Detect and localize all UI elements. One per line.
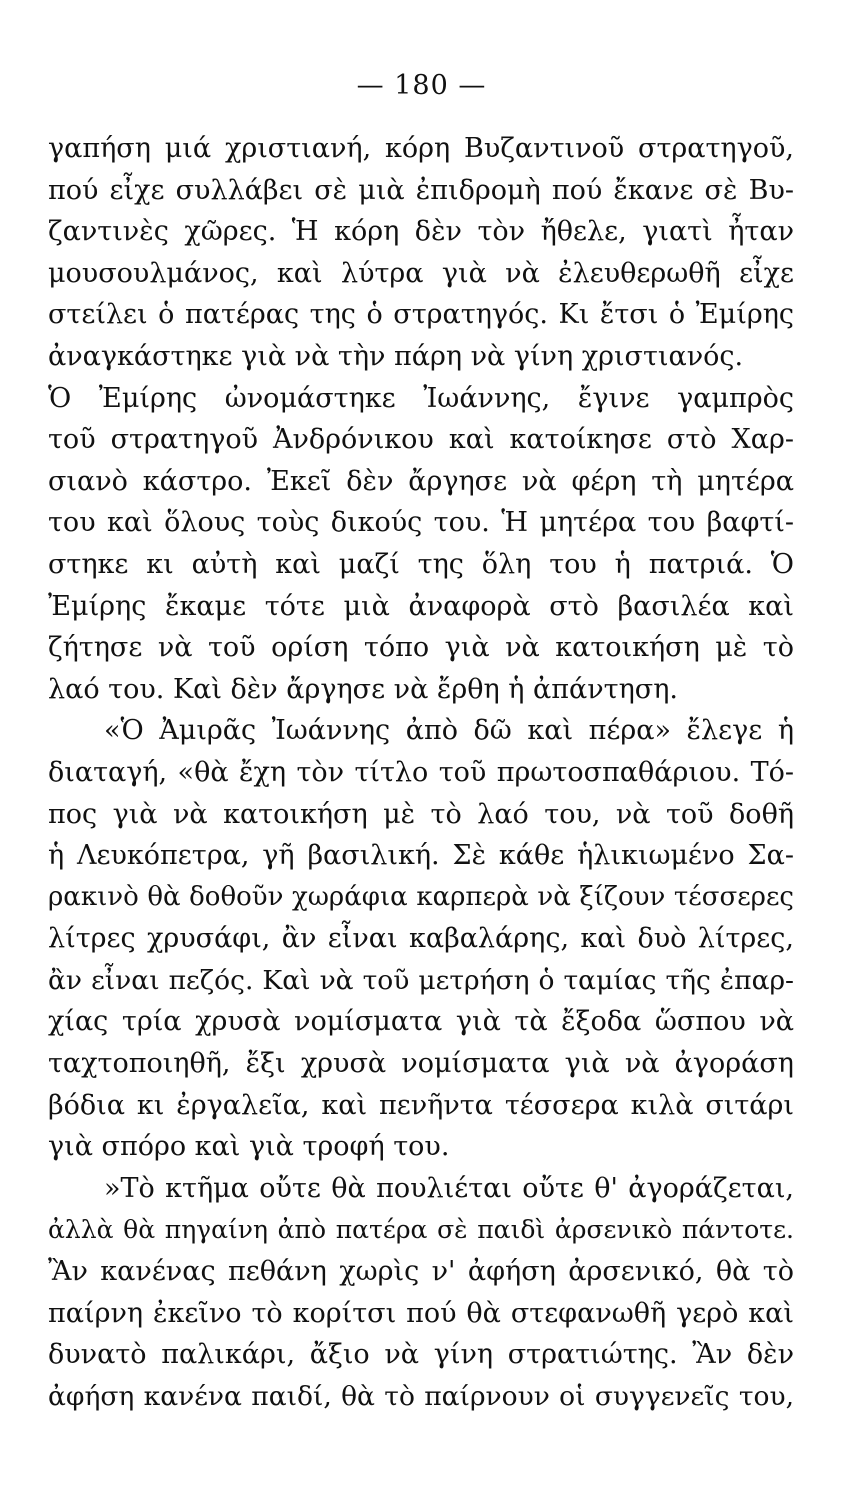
text-line: ρακινὸ θὰ δοθοῦν χωράφια καρπερὰ νὰ ξίζουν τέσσερες: [48, 881, 794, 912]
text-line: στείλει ὁ πατέρας της ὁ στρατηγός. Κι ἔτσι ὁ Ἐμίρης: [48, 299, 794, 331]
text-line: Ἂν κανένας πεθάνη χωρὶς ν' ἀφήση ἀρσενικό, θὰ τὸ: [48, 1256, 794, 1288]
text-line: Ἐμίρης ἔκαμε τότε μιὰ ἀναφορὰ στὸ βασιλέα καὶ: [48, 590, 794, 622]
text-line: μουσουλμάνος, καὶ λύτρα γιὰ νὰ ἐλευθερωθῆ εἶχε: [48, 257, 794, 289]
text-line: γαπήση μιά χριστιανή, κόρη Βυζαντινοῦ στρατηγοῦ,: [48, 133, 794, 164]
text-line: σιανὸ κάστρο. Ἐκεῖ δὲν ἄργησε νὰ φέρη τὴ μητέρα: [48, 465, 794, 497]
text-line: τοῦ στρατηγοῦ Ἀνδρόνικου καὶ κατοίκησε στὸ Χαρ-: [48, 424, 794, 456]
text-line: ἡ Λευκόπετρα, γῆ βασιλική. Σὲ κάθε ἡλικιωμένο Σα-: [48, 840, 794, 872]
text-line: διαταγή, «θὰ ἔχη τὸν τίτλο τοῦ πρωτοσπαθάριου. Τό-: [48, 756, 794, 788]
text-line: λίτρες χρυσάφι, ἂν εἶναι καβαλάρης, καὶ δυὸ λίτρες,: [48, 923, 794, 955]
text-line: πού εἶχε συλλάβει σὲ μιὰ ἐπιδρομὴ πού ἔκανε σὲ Βυ-: [48, 174, 794, 206]
text-line: γιὰ σπόρο καὶ γιὰ τροφή του.: [48, 1131, 450, 1163]
page-number: — 180 —: [356, 70, 487, 101]
text-line: δυνατὸ παλικάρι, ἄξιο νὰ γίνη στρατιώτης. Ἂν δὲν: [48, 1339, 794, 1371]
text-line: «Ὁ Ἀμιρᾶς Ἰωάννης ἀπὸ δῶ καὶ πέρα» ἔλεγε ἡ: [104, 715, 794, 747]
text-line: λαό του. Καὶ δὲν ἄργησε νὰ ἔρθη ἡ ἀπάντηση.: [48, 673, 678, 705]
text-line: βόδια κι ἐργαλεῖα, καὶ πενῆντα τέσσερα κιλὰ σιτάρι: [48, 1089, 794, 1121]
text-line: χίας τρία χρυσὰ νομίσματα γιὰ τὰ ἔξοδα ὥσπου νὰ: [48, 1006, 794, 1038]
text-line: ἀφήση κανένα παιδί, θὰ τὸ παίρνουν οἱ συγγενεῖς του,: [48, 1380, 794, 1412]
text-line: στηκε κι αὐτὴ καὶ μαζί της ὅλη του ἡ πατριά. Ὁ: [48, 548, 794, 580]
text-line: πος γιὰ νὰ κατοικήση μὲ τὸ λαό του, νὰ τοῦ δοθῆ: [48, 798, 794, 830]
text-line: Ὁ Ἐμίρης ὠνομάστηκε Ἰωάννης, ἔγινε γαμπρὸς: [48, 382, 794, 414]
text-line: ζαντινὲς χῶρες. Ἡ κόρη δὲν τὸν ἤθελε, γιατὶ ἦταν: [48, 216, 794, 248]
text-line: του καὶ ὅλους τοὺς δικούς του. Ἡ μητέρα του βαφτί-: [48, 507, 794, 539]
body-text: [48, 128, 794, 1417]
text-line: ζήτησε νὰ τοῦ ορίση τόπο γιὰ νὰ κατοικήση μὲ τὸ: [48, 632, 794, 664]
text-line: παίρνη ἐκεῖνο τὸ κορίτσι πού θὰ στεφανωθῆ γερὸ καὶ: [48, 1297, 794, 1329]
text-line: ἂν εἶναι πεζός. Καὶ νὰ τοῦ μετρήση ὁ ταμίας τῆς ἐπαρ-: [48, 964, 794, 996]
text-line: »Τὸ κτῆμα οὔτε θὰ πουλιέται οὔτε θ' ἀγοράζεται,: [104, 1172, 794, 1204]
text-line: ταχτοποιηθῆ, ἔξι χρυσὰ νομίσματα γιὰ νὰ ἀγοράση: [48, 1048, 794, 1080]
text-line: ἀναγκάστηκε γιὰ νὰ τὴν πάρη νὰ γίνη χριστιανός.: [48, 340, 744, 372]
text-line: ἀλλὰ θὰ πηγαίνη ἀπὸ πατέρα σὲ παιδὶ ἀρσενικὸ πάντοτε.: [48, 1215, 794, 1245]
